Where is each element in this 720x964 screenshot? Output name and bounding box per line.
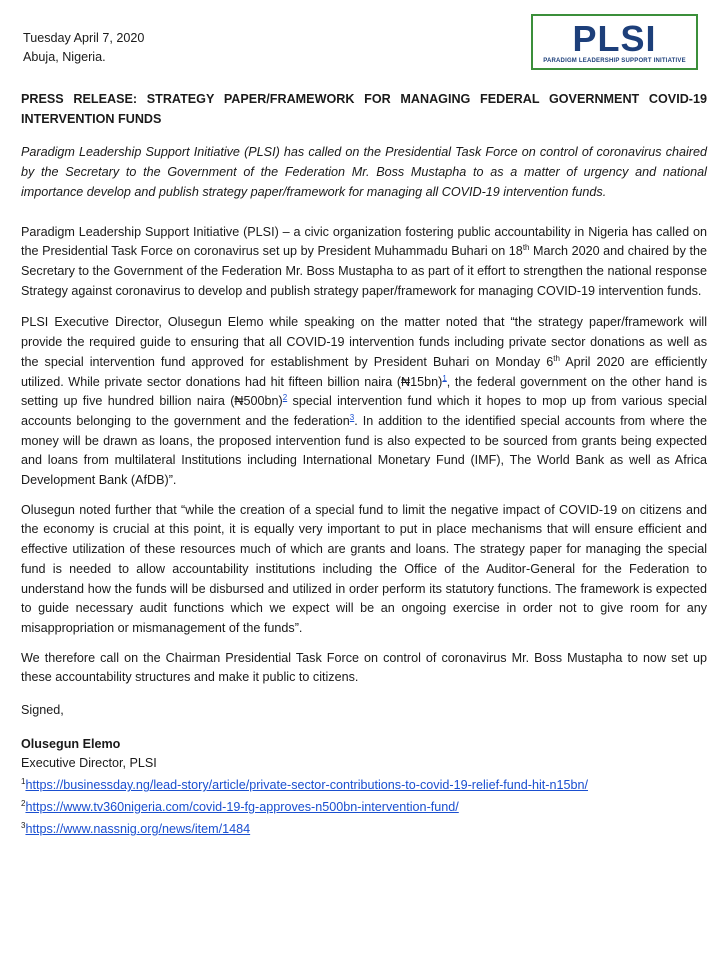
release-location: Abuja, Nigeria.: [23, 50, 106, 64]
paragraph-2-text: , the federal government on the other hand is setting up five hundred billion naira (₦500bn): [21, 374, 707, 409]
paragraph-1-text-cont: March 2020 and chaired by the Secretary to the Government of the Federation Mr. Boss Mustapha to as part of it effort to strengthen the national response Strategy against coronavirus to develop and publish strategy paper/framework for managing COVID-19 intervention funds.: [21, 244, 707, 298]
logo-tagline: PARADIGM LEADERSHIP SUPPORT INITIATIVE: [543, 58, 686, 64]
paragraph-2-text: . In addition to the identified special accounts from where the money will be drawn as loans, the proposed intervention fund is also expected to be sourced from grants being expected and loans from multilateral Institutions including International Monetary Fund (IMF), The World Bank as well as Africa Development Bank (AfDB)”.: [21, 413, 707, 488]
paragraph-2-text: PLSI Executive Director, Olusegun Elemo while speaking on the matter noted that “the strategy paper/framework will provide the required guide to ensuring that all COVID-19 intervention funds including private sector donations as well as the special intervention fund approved for establishment by President Buhari on Monday 6: [21, 315, 707, 369]
signer-name: Olusegun Elemo: [21, 736, 121, 751]
signer-role: Executive Director, PLSI: [21, 756, 157, 771]
dateline: [23, 29, 144, 67]
logo-wordmark: PLSI: [572, 18, 657, 59]
footnote-ref-2-link[interactable]: 2: [282, 393, 288, 403]
footnote-number: 2: [21, 799, 26, 808]
ordinal-suffix: th: [522, 243, 530, 253]
paragraph-3: Olusegun noted further that “while the creation of a special fund to limit the negative impact of COVID-19 on citizens and the economy is crucial at this point, it is equally very important to put in place mechanisms that will ensure efficient and effective utilization of these resources much of which are grants and loans. The strategy paper for managing the special fund is needed to allow accountability institutions including the Office of the Auditor-General for the Federation to understand how the funds will be disbursed and utilized in order perform its statutory functions. The framework is expected to guide necessary audit functions which we expect will be an ongoing exercise in order not to give room for any misappropriation or mismanagement of the funds”.: [21, 502, 707, 635]
footnote-ref-1-link[interactable]: 1: [442, 373, 447, 383]
footnote-number: 3: [21, 821, 26, 830]
footnote-3: [21, 818, 707, 840]
paragraph-2-text: special intervention fund which it hopes to mop up from various special accounts belonging to the government and the federation: [21, 394, 707, 428]
footnote-1-link[interactable]: https://businessday.ng/lead-story/article/private-sector-contributions-to-covid-19-relief-fund-hit-n15bn/: [25, 778, 589, 793]
ordinal-suffix: th: [553, 353, 560, 363]
footnote-1: [21, 774, 707, 796]
footnote-3-link[interactable]: https://www.nassnig.org/news/item/1484: [25, 822, 251, 837]
footnote-2: [21, 796, 707, 818]
release-body: [21, 89, 707, 840]
plsi-logo: [531, 14, 698, 70]
footnote-2-link[interactable]: https://www.tv360nigeria.com/covid-19-fg-approves-n500bn-intervention-fund/: [25, 800, 459, 815]
footnote-number: 1: [21, 777, 26, 786]
paragraph-1: [21, 223, 707, 302]
paragraph-1-text: Paradigm Leadership Support Initiative (PLSI) – a civic organization fostering public accountability in Nigeria has called on the Presidential Task Force on coronavirus set up by President Muhammadu Buhari on 18: [21, 224, 707, 259]
paragraph-2: [21, 313, 707, 490]
paragraph-4: We therefore call on the Chairman Presidential Task Force on control of coronavirus Mr. Boss Mustapha to now set up these accountability structures and make it public to citizens.: [21, 650, 707, 685]
footnote-ref-3-link[interactable]: 3: [349, 412, 355, 422]
release-date: Tuesday April 7, 2020: [23, 31, 145, 45]
lead-paragraph: Paradigm Leadership Support Initiative (PLSI) has called on the Presidential Task Force on control of coronavirus chaired by the Secretary to the Government of the Federation Mr. Boss Mustapha to as a matter of urgency and national importance develop and publish strategy paper/framework for managing all COVID-19 intervention funds.: [21, 145, 707, 200]
paragraph-2-text: April 2020 are efficiently utilized. While private sector donations had hit fifteen billion naira (₦15bn): [21, 354, 707, 389]
page-title: PRESS RELEASE: STRATEGY PAPER/FRAMEWORK FOR MANAGING FEDERAL GOVERNMENT COVID-19 INTERVENTION FUNDS: [21, 92, 707, 126]
signed-label: Signed,: [21, 703, 64, 718]
